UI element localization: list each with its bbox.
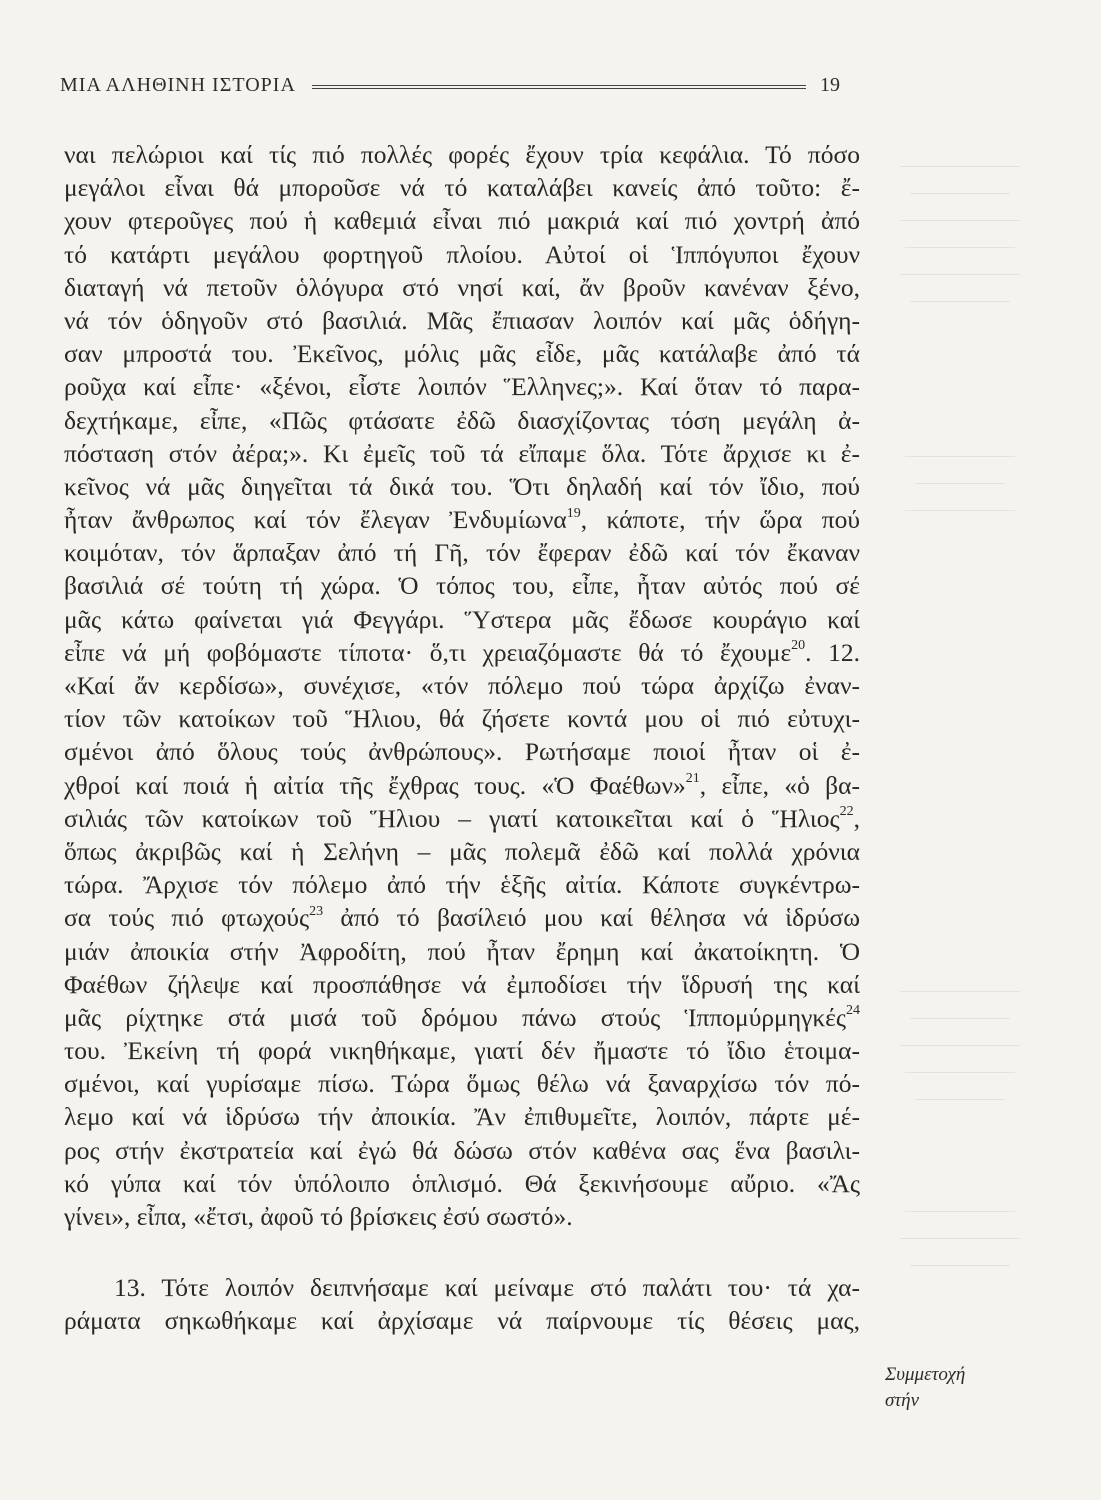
footnote-ref: 20	[791, 638, 806, 654]
text-line: τό κατάρτι μεγάλου φορτηγοῦ πλοίου. Αὐτοί οἱ Ἱππόγυποι ἔχουν	[64, 239, 860, 269]
margin-note-line: στήν	[885, 1390, 920, 1411]
footnote-ref: 21	[685, 771, 700, 787]
text-line: του. Ἐκείνη τή φορά νικηθήκαμε, γιατί δέν ἤμαστε τό ἴδιο ἑτοιμα-	[64, 1036, 860, 1066]
text-line: μεγάλοι εἶναι θά μποροῦσε νά τό καταλάβει κανείς ἀπό τοῦτο: ἔ-	[64, 173, 860, 203]
text-line: τώρα. Ἄρχισε τόν πόλεμο ἀπό τήν ἑξῆς αἰτία. Κάποτε συγκέντρω-	[64, 870, 860, 900]
text-line: σα τούς πιό φτωχούς$^{23}$ ἀπό τό βασίλειό μου καί θέλησα νά ἱδρύσω	[64, 903, 860, 933]
text-line: κεῖνος νά μᾶς διηγεῖται τά δικά του. Ὅτι δηλαδή καί τόν ἴδιο, πού	[64, 471, 860, 501]
text-line: χουν φτεροῦγες πού ἡ καθεμιά εἶναι πιό μακριά καί πιό χοντρή ἀπό	[64, 206, 860, 236]
text-line: σμένοι ἀπό ὅλους τούς ἀνθρώπους». Ρωτήσαμε ποιοί ἦταν οἱ ἐ-	[64, 737, 860, 767]
text-line: ρος στήν ἐκστρατεία καί ἐγώ θά δώσω στόν καθένα σας ἕνα βασιλι-	[64, 1135, 860, 1165]
text-line: ροῦχα καί εἶπε· «ξένοι, εἶστε λοιπόν Ἕλληνες;». Καί ὅταν τό παρα-	[64, 372, 860, 402]
text-line: νά τόν ὁδηγοῦν στό βασιλιά. Μᾶς ἔπιασαν λοιπόν καί μᾶς ὁδήγη-	[64, 305, 860, 335]
margin-note	[885, 1362, 1065, 1414]
text-line: μιάν ἀποικία στήν Ἀφροδίτη, πού ἦταν ἔρημη καί ἀκατοίκητη. Ὁ	[64, 936, 860, 966]
text-line: ὅπως ἀκριβῶς καί ἡ Σελήνη – μᾶς πολεμᾶ ἐδῶ καί πολλά χρόνια	[64, 836, 860, 866]
text-line: διαταγή νά πετοῦν ὁλόγυρα στό νησί καί, ἄν βροῦν κανέναν ξένο,	[64, 272, 860, 302]
text-line: χθροί καί ποιά ἡ αἰτία τῆς ἔχθρας τους. «Ὁ Φαέθων»$^{21}$, εἶπε, «ὁ βα-	[64, 770, 860, 800]
footnote-ref: 23	[309, 903, 324, 919]
paragraph-gap	[64, 1233, 860, 1271]
text-line: Φαέθων ζήλεψε καί προσπάθησε νά ἐμποδίσει τήν ἵδρυσή της καί	[64, 969, 860, 999]
text-line: τίον τῶν κατοίκων τοῦ Ἥλιου, θά ζήσετε κοντά μου οἱ πιό εὐτυχι-	[64, 704, 860, 734]
footnote-ref: 22	[839, 804, 854, 820]
footnote-ref: 24	[846, 1003, 860, 1019]
text-line: μᾶς κάτω φαίνεται γιά Φεγγάρι. Ὕστερα μᾶς ἔδωσε κουράγιο καί	[64, 604, 860, 634]
text-line: ναι πελώριοι καί τίς πιό πολλές φορές ἔχουν τρία κεφάλια. Τό πόσο	[64, 140, 860, 169]
text-line: μᾶς ρίχτηκε στά μισά τοῦ δρόμου πάνω στούς Ἱππομύρμηγκές$^{24}$	[64, 1002, 860, 1032]
text-line: δεχτήκαμε, εἶπε, «Πῶς φτάσατε ἐδῶ διασχίζοντας τόση μεγάλη ἀ-	[64, 405, 860, 435]
text-line: γίνει», εἶπα, «ἔτσι, ἀφοῦ τό βρίσκεις ἐσύ σωστό».	[64, 1202, 573, 1231]
text-line: ἦταν ἄνθρωπος καί τόν ἔλεγαν Ἐνδυμίωνα$^{19}$, κάποτε, τήν ὥρα πού	[64, 505, 860, 535]
text-line: κό γύπα καί τόν ὑπόλοιπο ὁπλισμό. Θά ξεκινήσουμε αὔριο. «Ἄς	[64, 1168, 860, 1198]
text-line: λεμο καί νά ἱδρύσω τήν ἀποικία. Ἄν ἐπιθυμεῖτε, λοιπόν, πάρτε μέ-	[64, 1102, 860, 1132]
margin-note-line: Συμμετοχή	[885, 1364, 966, 1385]
page-number: 19	[820, 73, 840, 96]
text-line: κοιμόταν, τόν ἅρπαξαν ἀπό τή Γῆ, τόν ἔφεραν ἐδῶ καί τόν ἔκαναν	[64, 538, 860, 568]
running-header	[60, 70, 840, 100]
section-13-line: ράματα σηκωθήκαμε καί ἀρχίσαμε νά παίρνουμε τίς θέσεις μας,	[64, 1306, 860, 1336]
text-line: «Καί ἄν κερδίσω», συνέχισε, «τόν πόλεμο πού τώρα ἀρχίζω ἐναν-	[64, 671, 860, 700]
running-title: ΜΙΑ ΑΛΗΘΙΝΗ ΙΣΤΟΡΙΑ	[60, 73, 296, 96]
header-rule	[312, 85, 806, 89]
text-line: εἶπε νά μή φοβόμαστε τίποτα· ὅ,τι χρειαζόμαστε θά τό ἔχουμε$^{20}$. 12.	[64, 637, 861, 667]
text-line: σαν μπροστά του. Ἐκεῖνος, μόλις μᾶς εἶδε, μᾶς κατάλαβε ἀπό τά	[64, 339, 860, 369]
text-line: βασιλιά σέ τούτη τή χώρα. Ὁ τόπος του, εἶπε, ἦταν αὐτός πού σέ	[64, 571, 860, 601]
text-line: σιλιάς τῶν κατοίκων τοῦ Ἥλιου – γιατί κατοικεῖται καί ὁ Ἥλιος$^{22}$,	[64, 803, 860, 833]
section-13-line: 13. Τότε λοιπόν δειπνήσαμε καί μείναμε στό παλάτι του· τά χα-	[114, 1273, 860, 1303]
main-text	[64, 138, 860, 1338]
text-line: σμένοι, καί γυρίσαμε πίσω. Τώρα ὅμως θέλω νά ξαναρχίσω τόν πό-	[64, 1069, 860, 1099]
footnote-ref: 19	[566, 505, 581, 521]
text-line: πόσταση στόν ἀέρα;». Κι ἐμεῖς τοῦ τά εἴπαμε ὅλα. Τότε ἄρχισε κι ἐ-	[64, 438, 860, 468]
